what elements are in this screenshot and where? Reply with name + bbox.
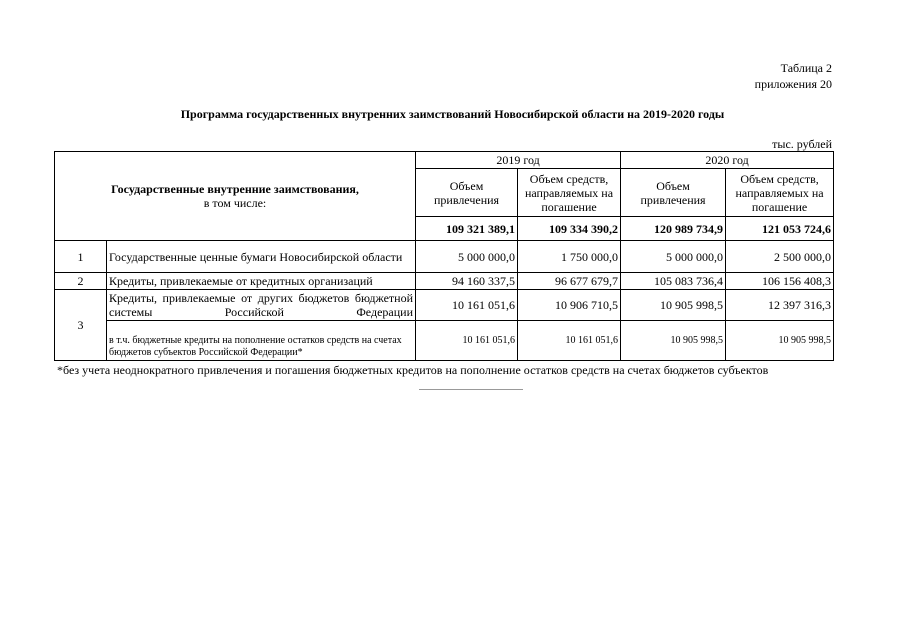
row-value-attract-2020: 10 905 998,5 [621,290,726,321]
header-category-line1: Государственные внутренние заимствования, [111,182,359,196]
header-attract-2019: Объем привлечения [416,169,518,217]
row-value-attract-2019: 10 161 051,6 [416,321,518,361]
row-number: 3 [55,290,107,361]
header-repay-2020: Объем средств, направляемых на погашение [726,169,834,217]
unit-label: тыс. рублей [772,137,832,151]
row-value-attract-2019: 94 160 337,5 [416,273,518,290]
header-category-cell [55,152,416,241]
footnote: *без учета неоднократного привлечения и погашения бюджетных кредитов на пополнение остатков средств на счетах бюджетов субъектов [57,363,769,377]
header-repay-2019: Объем средств, направляемых на погашение [518,169,621,217]
total-attract-2020: 120 989 734,9 [621,217,726,241]
header-attract-2020: Объем привлечения [621,169,726,217]
header-category-line2: в том числе: [203,196,267,210]
row-value-attract-2020: 5 000 000,0 [621,241,726,273]
header-year-2019: 2019 год [416,152,621,169]
borrowing-program-table [54,151,834,361]
total-attract-2019: 109 321 389,1 [416,217,518,241]
row-value-repay-2020: 12 397 316,3 [726,290,834,321]
header-row-years [55,152,834,169]
row-value-repay-2019: 1 750 000,0 [518,241,621,273]
total-repay-2020: 121 053 724,6 [726,217,834,241]
row-value-repay-2019: 10 161 051,6 [518,321,621,361]
row-value-attract-2019: 10 161 051,6 [416,290,518,321]
document-title: Программа государственных внутренних заимствований Новосибирской области на 2019-2020 годы [180,107,725,121]
row-value-attract-2020: 105 083 736,4 [621,273,726,290]
row-name: Кредиты, привлекаемые от других бюджетов бюджетной системы Российской Федерации [107,290,416,321]
row-number: 2 [55,273,107,290]
row-number: 1 [55,241,107,273]
row-value-attract-2019: 5 000 000,0 [416,241,518,273]
row-value-repay-2020: 106 156 408,3 [726,273,834,290]
row-name: в т.ч. бюджетные кредиты на пополнение остатков средств на счетах бюджетов субъектов Российской Федерации* [107,321,416,361]
row-name: Кредиты, привлекаемые от кредитных организаций [107,273,416,290]
row-value-attract-2020: 10 905 998,5 [621,321,726,361]
table-number-label: Таблица 2 [780,61,832,75]
header-year-2020: 2020 год [621,152,834,169]
table-row-sub [55,321,834,361]
row-value-repay-2019: 10 906 710,5 [518,290,621,321]
table-row [55,290,834,321]
row-name: Государственные ценные бумаги Новосибирской области [107,241,416,273]
row-value-repay-2019: 96 677 679,7 [518,273,621,290]
row-value-repay-2020: 2 500 000,0 [726,241,834,273]
row-value-repay-2020: 10 905 998,5 [726,321,834,361]
table-row [55,241,834,273]
table-row [55,273,834,290]
total-repay-2019: 109 334 390,2 [518,217,621,241]
appendix-label: приложения 20 [754,77,832,91]
separator-line [419,389,523,390]
